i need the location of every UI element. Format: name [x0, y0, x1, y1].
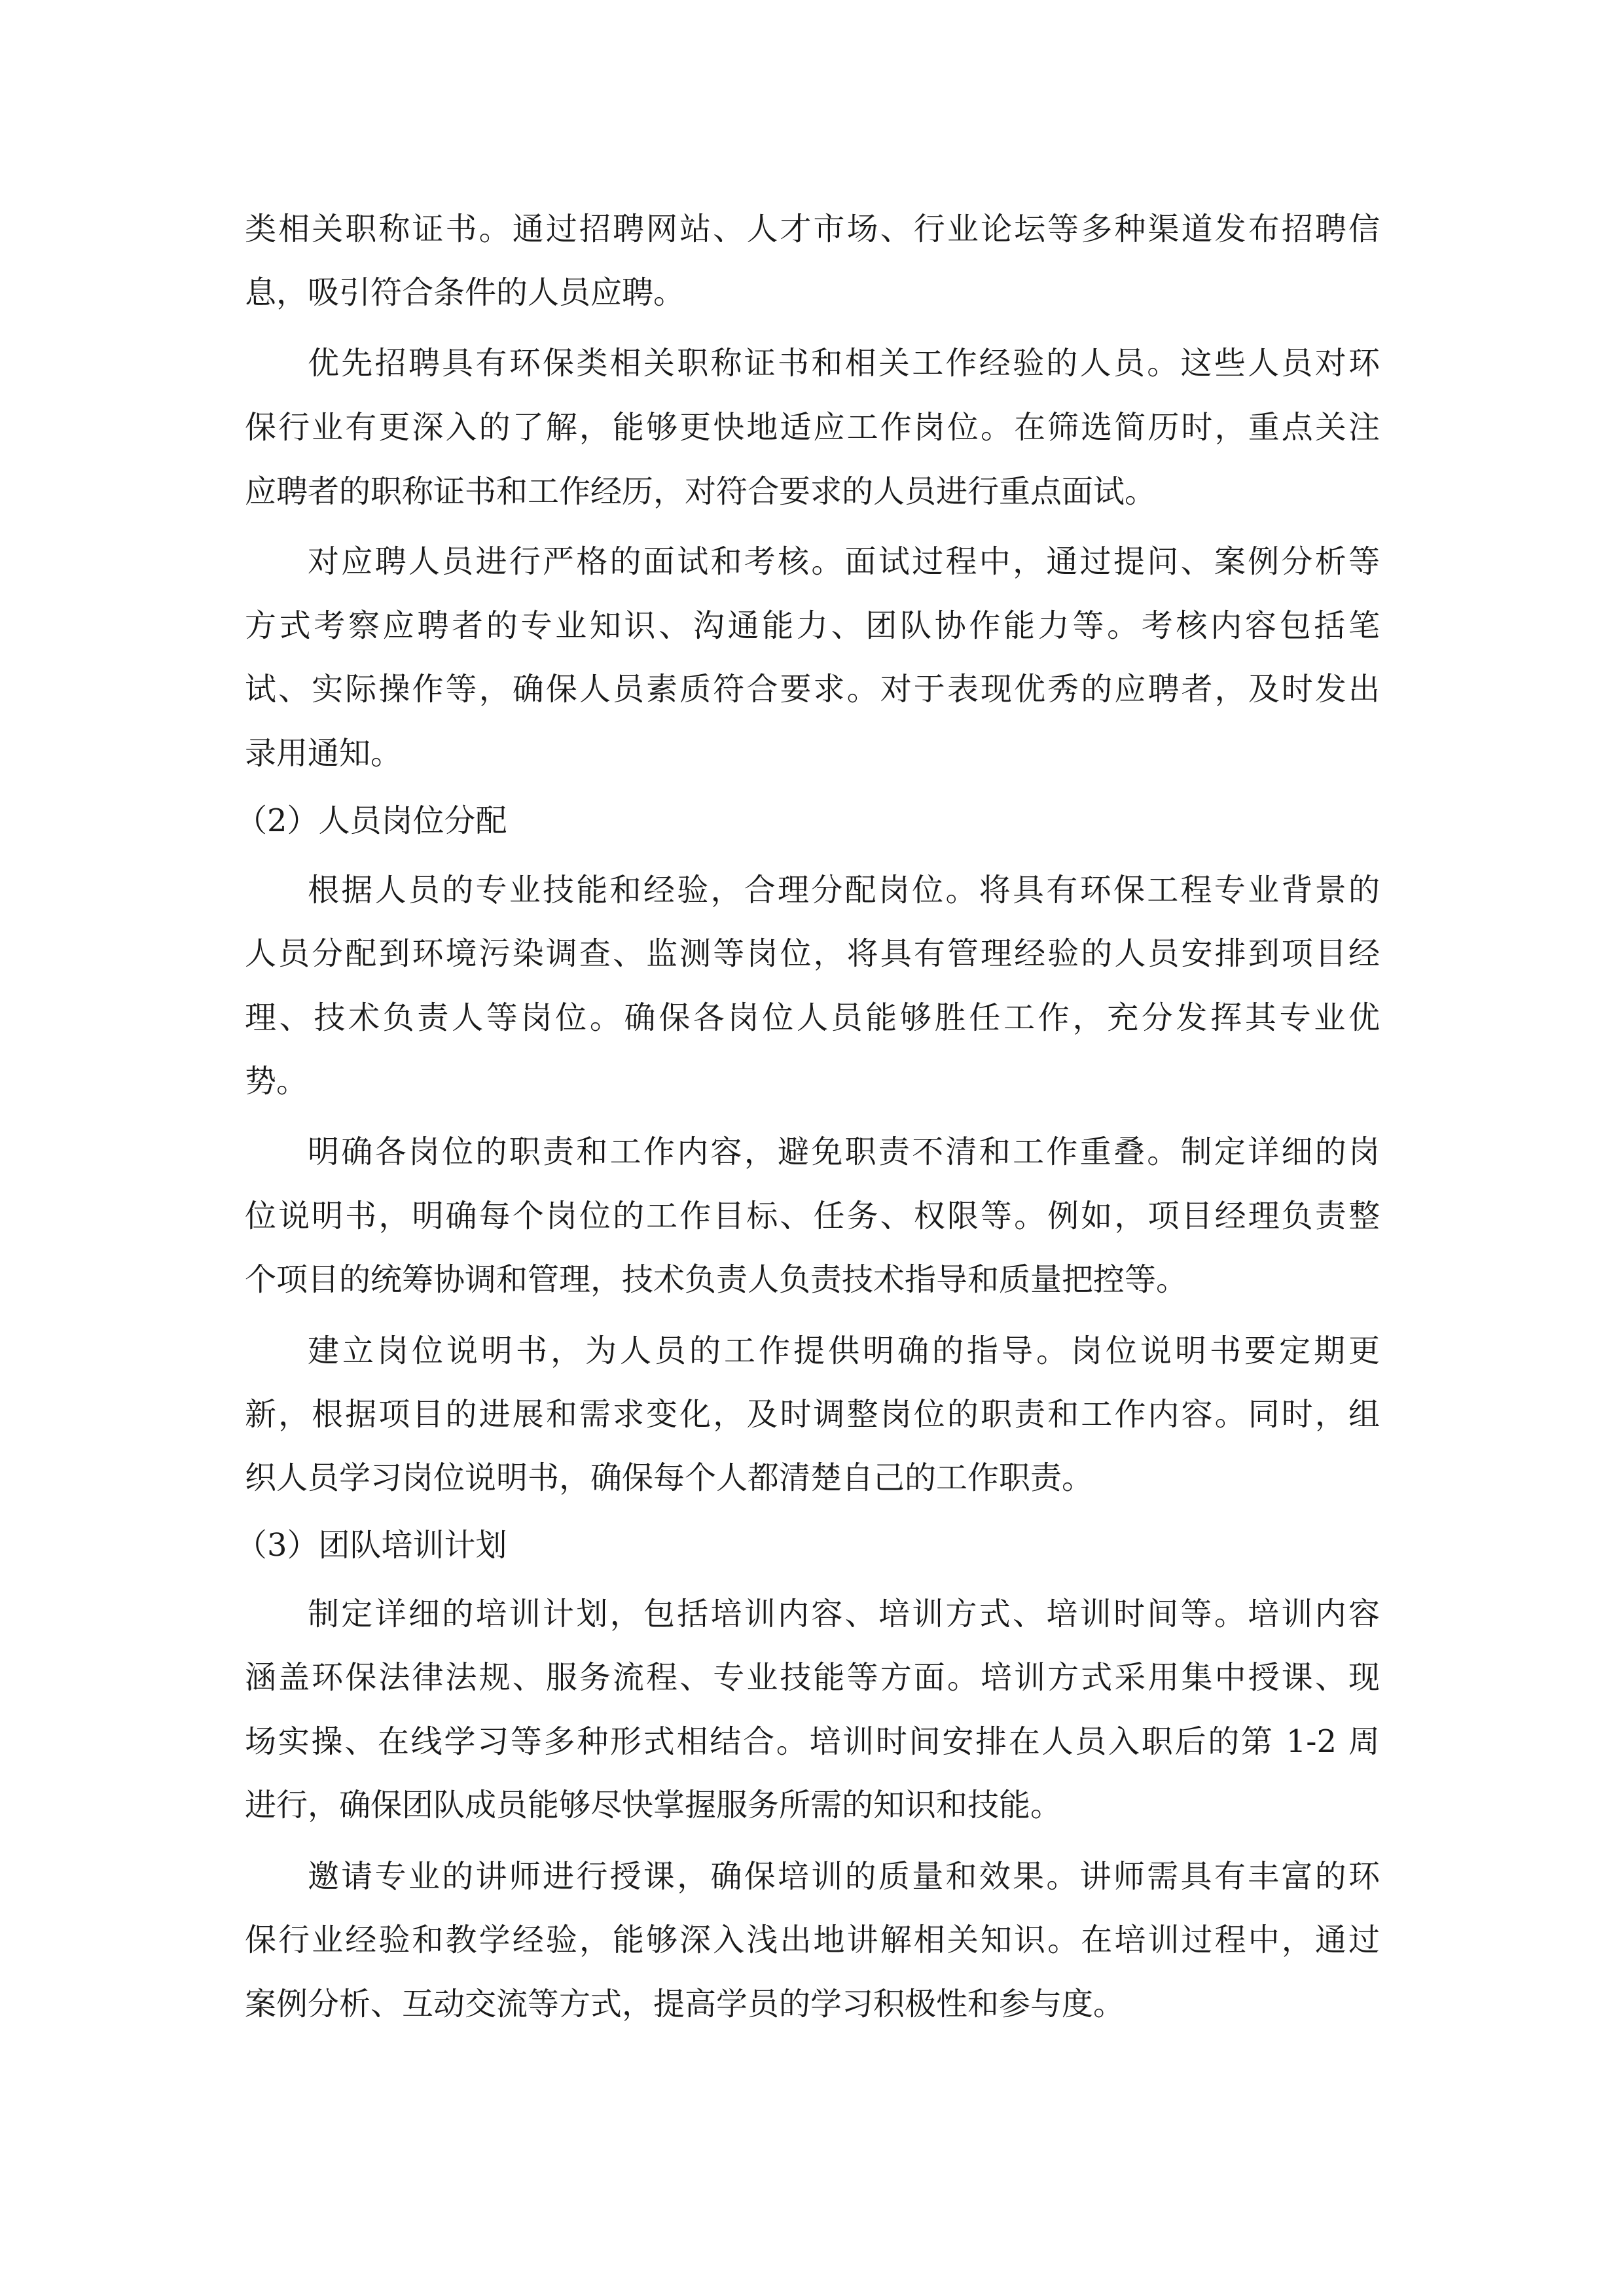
paragraph-7-line-2: 涵盖环保法律法规、服务流程、专业技能等方面。培训方式采用集中授课、现 — [245, 1659, 1380, 1696]
paragraph-2-line-3: 应聘者的职称证书和工作经历，对符合要求的人员进行重点面试。 — [245, 473, 1157, 510]
paragraph-7-line-3: 场实操、在线学习等多种形式相结合。培训时间安排在人员入职后的第 1-2 周 — [245, 1723, 1380, 1760]
paragraph-3-line-1: 对应聘人员进行严格的面试和考核。面试过程中，通过提问、案例分析等 — [308, 543, 1380, 580]
paragraph-3-line-2: 方式考察应聘者的专业知识、沟通能力、团队协作能力等。考核内容包括笔 — [245, 607, 1380, 644]
paragraph-7-line-4: 进行，确保团队成员能够尽快掌握服务所需的知识和技能。 — [245, 1787, 1062, 1823]
paragraph-4-line-4: 势。 — [245, 1063, 308, 1100]
paragraph-1-line-2: 息，吸引符合条件的人员应聘。 — [245, 274, 685, 311]
paragraph-8-line-3: 案例分析、互动交流等方式，提高学员的学习积极性和参与度。 — [245, 1986, 1125, 2022]
paragraph-6-line-1: 建立岗位说明书，为人员的工作提供明确的指导。岗位说明书要定期更 — [308, 1333, 1380, 1369]
paragraph-4-line-3: 理、技术负责人等岗位。确保各岗位人员能够胜任工作，充分发挥其专业优 — [245, 999, 1380, 1036]
paragraph-7-line-1: 制定详细的培训计划，包括培训内容、培训方式、培训时间等。培训内容 — [308, 1596, 1380, 1632]
paragraph-4-line-1: 根据人员的专业技能和经验，合理分配岗位。将具有环保工程专业背景的 — [308, 872, 1380, 908]
paragraph-5-line-3: 个项目的统筹协调和管理，技术负责人负责技术指导和质量把控等。 — [245, 1261, 1188, 1298]
section-heading-3: （3）团队培训计划 — [236, 1527, 507, 1564]
paragraph-2-line-1: 优先招聘具有环保类相关职称证书和相关工作经验的人员。这些人员对环 — [308, 345, 1380, 382]
paragraph-6-line-3: 织人员学习岗位说明书，确保每个人都清楚自己的工作职责。 — [245, 1460, 1094, 1496]
paragraph-3-line-3: 试、实际操作等，确保人员素质符合要求。对于表现优秀的应聘者，及时发出 — [245, 671, 1380, 708]
paragraph-8-line-1: 邀请专业的讲师进行授课，确保培训的质量和效果。讲师需具有丰富的环 — [308, 1858, 1380, 1895]
paragraph-6-line-2: 新，根据项目的进展和需求变化，及时调整岗位的职责和工作内容。同时，组 — [245, 1396, 1380, 1433]
paragraph-2-line-2: 保行业有更深入的了解，能够更快地适应工作岗位。在筛选简历时，重点关注 — [245, 409, 1380, 446]
paragraph-3-line-4: 录用通知。 — [245, 735, 403, 772]
paragraph-4-line-2: 人员分配到环境污染调查、监测等岗位，将具有管理经验的人员安排到项目经 — [245, 935, 1380, 972]
paragraph-5-line-1: 明确各岗位的职责和工作内容，避免职责不清和工作重叠。制定详细的岗 — [308, 1134, 1380, 1170]
paragraph-8-line-2: 保行业经验和教学经验，能够深入浅出地讲解相关知识。在培训过程中，通过 — [245, 1922, 1380, 1958]
paragraph-1-line-1: 类相关职称证书。通过招聘网站、人才市场、行业论坛等多种渠道发布招聘信 — [245, 211, 1380, 247]
paragraph-5-line-2: 位说明书，明确每个岗位的工作目标、任务、权限等。例如，项目经理负责整 — [245, 1198, 1380, 1234]
section-heading-2: （2）人员岗位分配 — [236, 802, 507, 839]
